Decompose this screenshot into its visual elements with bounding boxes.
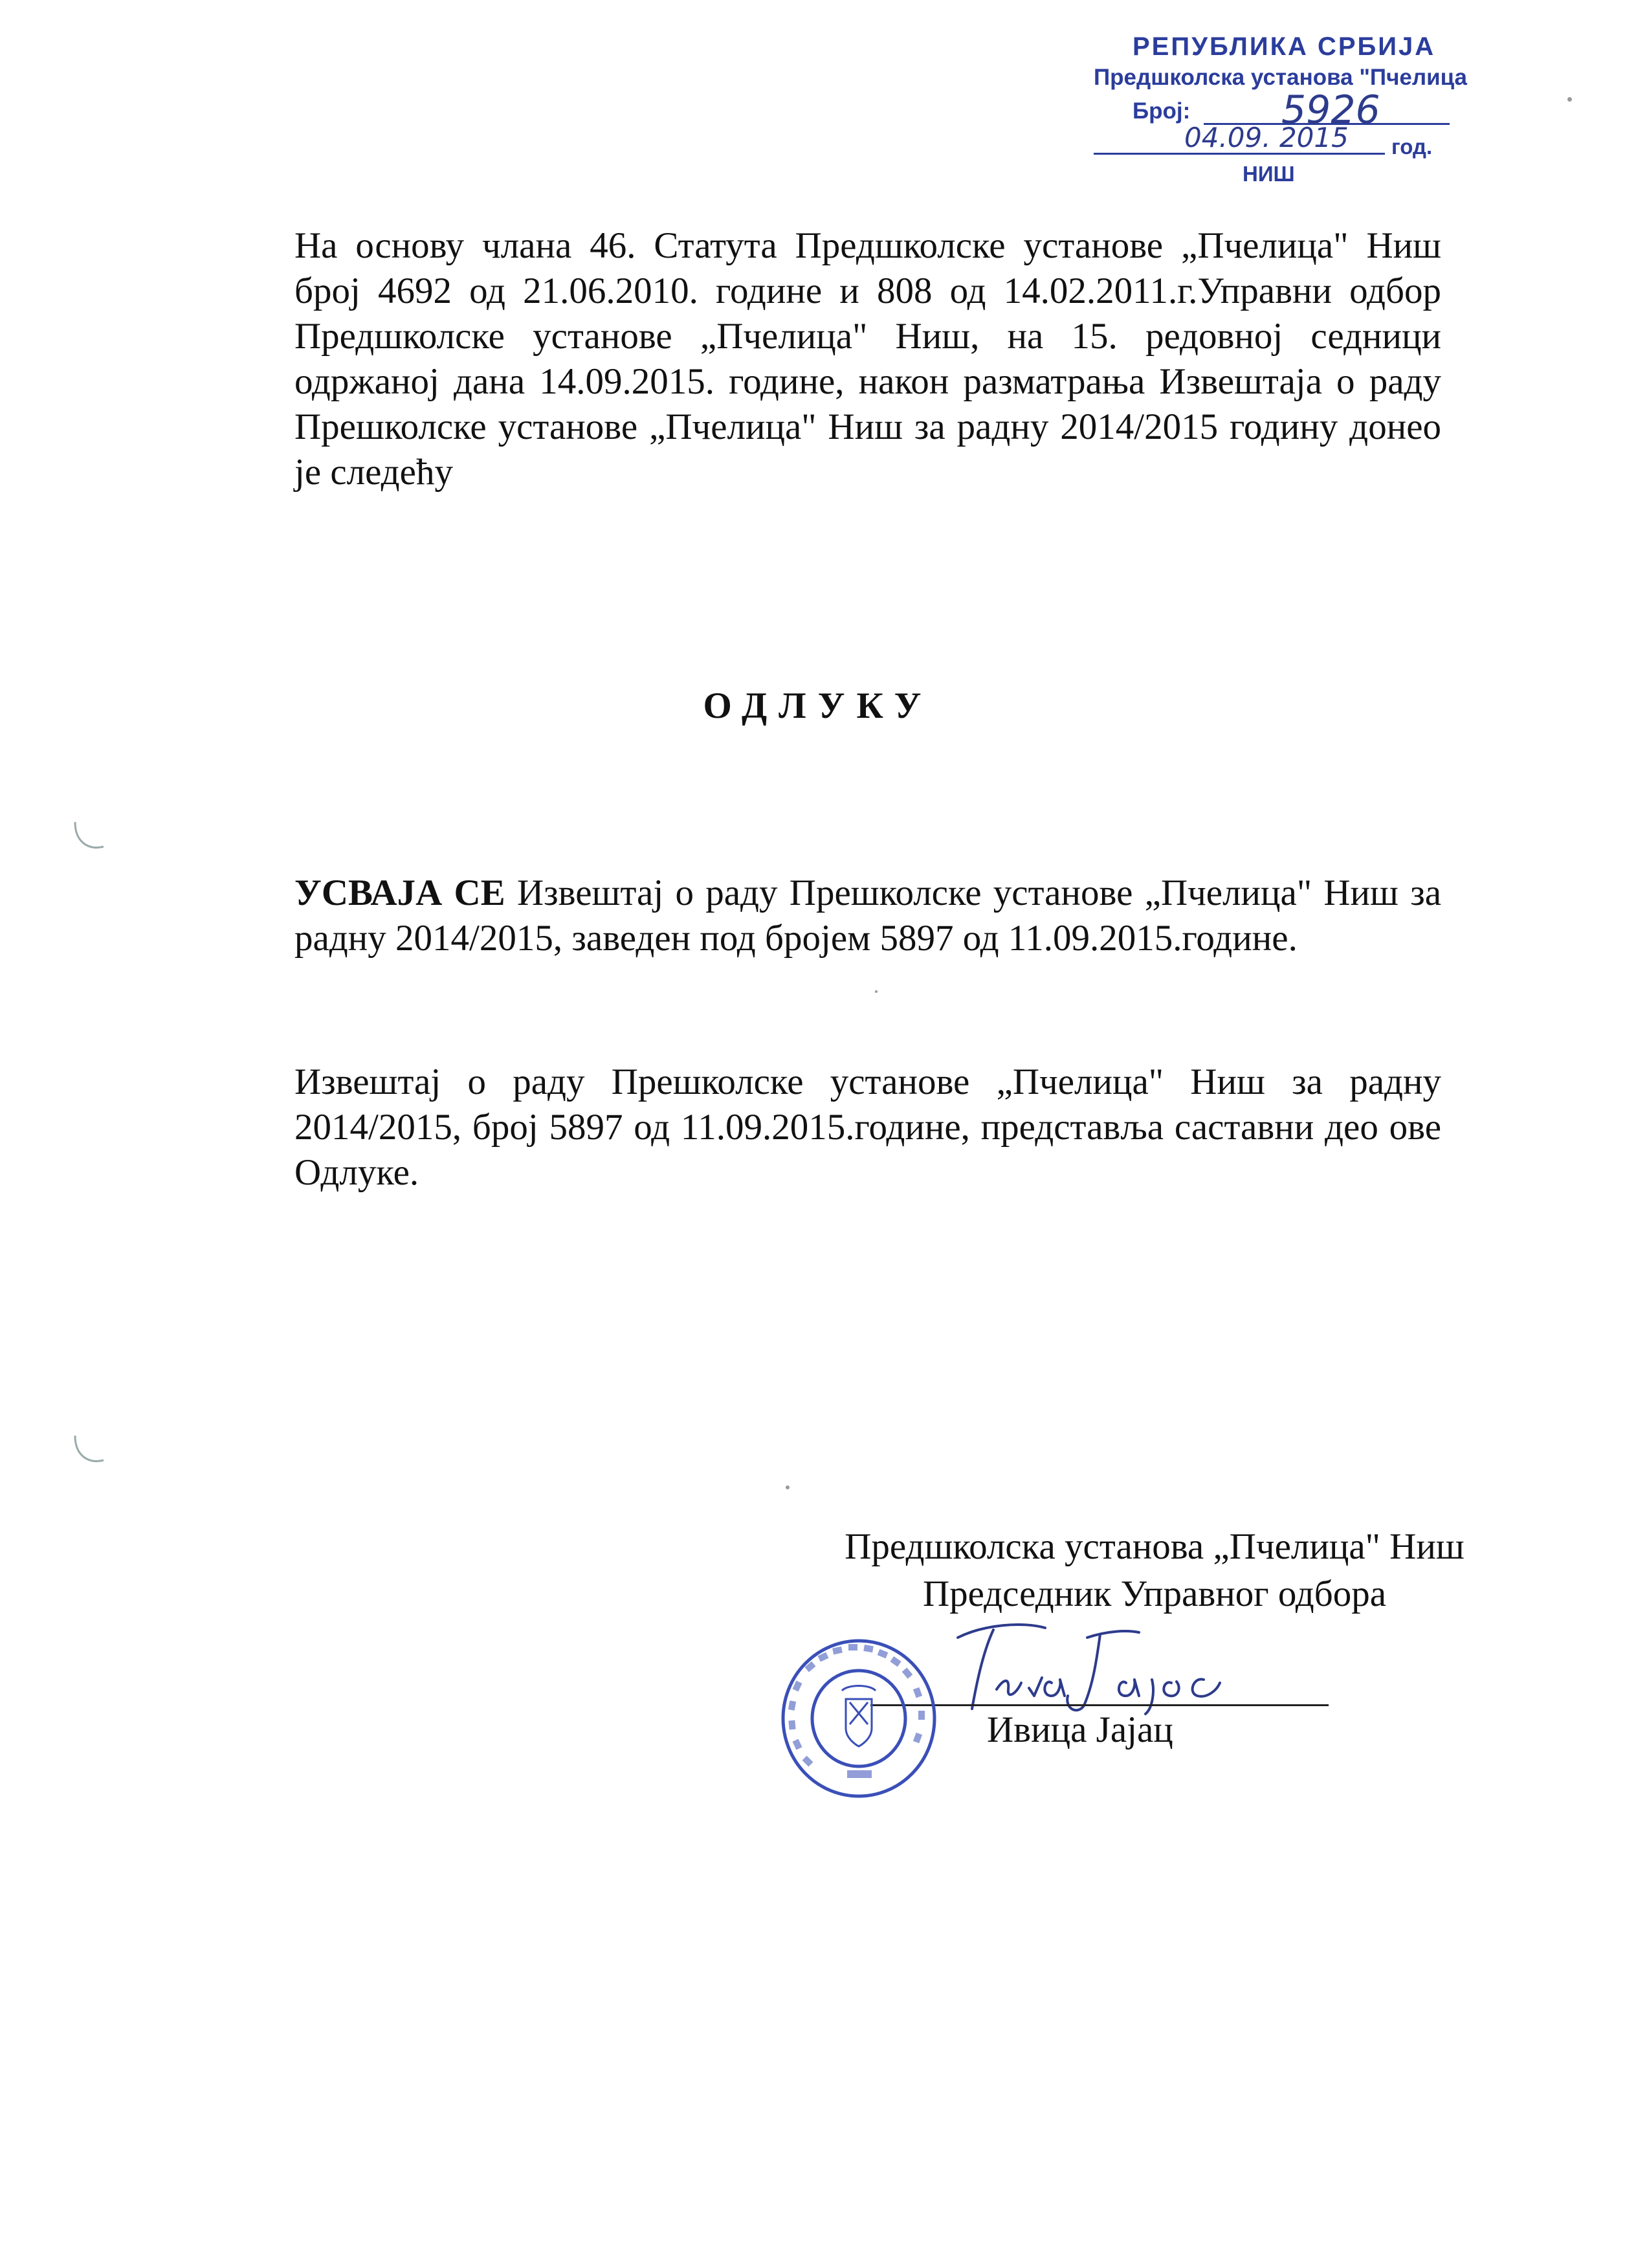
stamp-number-label: Број: — [1133, 98, 1191, 124]
scan-speck — [1567, 97, 1572, 102]
stamp-country: РЕПУБЛИКА СРБИЈА — [1133, 32, 1436, 61]
decision-paragraph — [294, 871, 1441, 961]
signature-line — [870, 1704, 1329, 1706]
punch-hole-mark — [70, 817, 109, 856]
preamble-paragraph: На основу члана 46. Статута Предшколске установе „Пчелица" Ниш број 4692 од 21.06.2010. године и 808 од 14.02.2011.г.Управни одбор Предшколске установе „Пчелица" Ниш, на 15. редовној седници одржаној дана 14.09.2015. године, након разматрања Извештаја о раду Прешколске установе „Пчелица" Ниш за радну 2014/2015 годину донео је следећу — [294, 225, 1441, 493]
stamp-institution: Предшколска установа "Пчелица — [1094, 65, 1468, 90]
scan-speck — [875, 990, 878, 993]
stamp-city: НИШ — [1243, 162, 1295, 186]
stamp-number-value: 5926 — [1281, 87, 1380, 133]
signatory-name: Ивица Јајац — [987, 1709, 1173, 1750]
decision-text: Извештај о раду Прешколске установе „Пчелица" Ниш за радну 2014/2015, заведен под бројем 5897 од 11.09.2015.године. — [294, 873, 1442, 959]
scan-speck — [786, 1485, 790, 1489]
stamp-year-suffix: год. — [1391, 135, 1433, 159]
punch-hole-mark — [70, 1430, 109, 1469]
decision-lead: УСВАЈА СЕ — [294, 873, 505, 913]
registry-stamp — [1068, 26, 1469, 186]
signature-institution: Предшколска установа „Пчелица" Ниш — [845, 1526, 1465, 1567]
note-paragraph: Извештај о раду Прешколске установе „Пчелица" Ниш за радну 2014/2015, број 5897 од 11.09.2015.године, представља саставни део ове Одлуке. — [294, 1062, 1441, 1193]
stamp-date-value: 04.09. 2015 — [1184, 122, 1349, 153]
round-seal — [780, 1638, 938, 1799]
document-title: ОДЛУКУ — [703, 685, 933, 726]
handwritten-signature — [932, 1618, 1255, 1715]
signature-role: Председник Управног одбора — [922, 1573, 1387, 1614]
